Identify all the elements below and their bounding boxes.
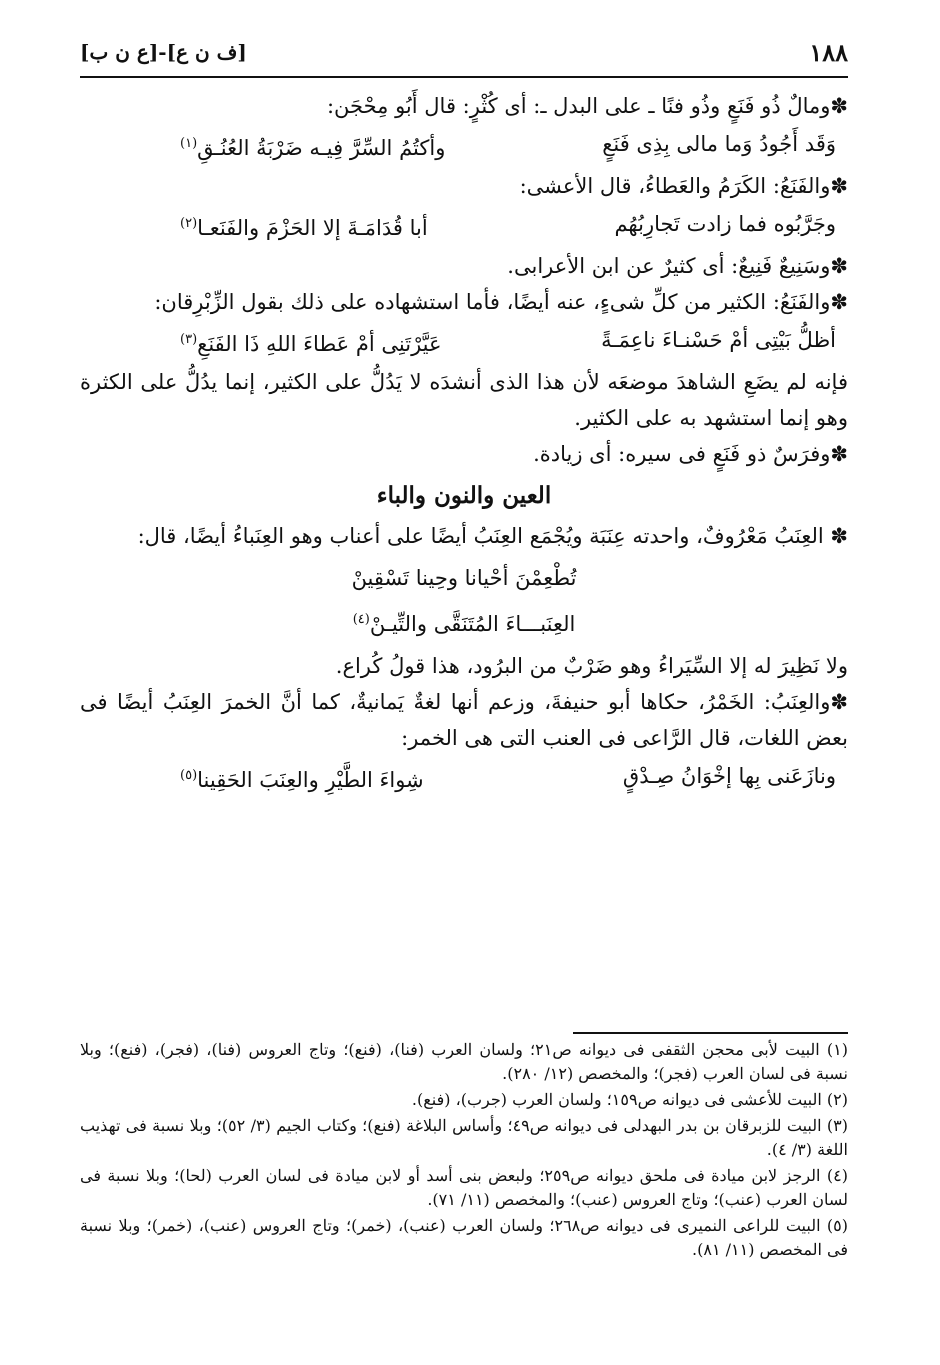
page-number: ١٨٨: [809, 38, 848, 67]
paragraph-3: ✽وسَنِيعٌ فَنِيعٌ: أى كثيرٌ عن ابن الأعرابى.: [507, 254, 848, 278]
section-title: العين والنون والباء: [376, 482, 552, 509]
paragraph-5: فإنه لم يضَعِ الشاهدَ موضعَه لأن هذا الذى أنشدَه لا يَدُلُّ على الكثير، إنما يدُلُّ على الكثرة وهو إنما استشهد به على الكثير.: [80, 370, 848, 430]
page-header: [80, 38, 848, 68]
verse-4-first-hemistich: ونازَعَنى بِها إخْوَانُ صِـدْقٍ: [622, 764, 836, 788]
paragraph-8: ولا نَظِيرَ له إلا السِّيَراءُ وهو ضَرْبٌ من البرُود، هذا قولُ كُراع.: [335, 654, 848, 678]
main-text: [80, 88, 848, 800]
verse-4-second-hemistich: شِواءَ الطَّيْرِ والعِنَبَ الحَقِينا$^{(٥)}$: [180, 768, 424, 792]
paragraph-1: ✽ومالٌ ذُو فَنَعٍ وذُو فنًا ـ على البدل ـ: أى كُثْرٍ: قال أَبُو مِحْجَن:: [326, 94, 848, 118]
footnote-ref-5[interactable]: (٥): [180, 768, 198, 783]
paragraph-4: ✽والفَنَعُ: الكثير من كلِّ شىءٍ، عنه أيضًا، فأما استشهاده على ذلك بقول الزِّبْرِقان:: [154, 290, 848, 314]
paragraph-6: ✽وفرَسٌ ذو فَنَعٍ فى سيره: أى زيادة.: [533, 442, 848, 466]
footnote-5: (٥) البيت للراعى النميرى فى ديوانه ص٢٦٨؛ ولسان العرب (عنب)، (خمر)؛ وتاج العروس (عنب)، (خمر)؛ وبلا نسبة فى المخصص (١١/ ٨١).: [80, 1216, 848, 1259]
verse-1-second-hemistich: وأكتُمُ السِّرَّ فِيـه ضَرْبَةُ العُنُـقِ$^{(١)}$: [180, 136, 446, 160]
footnote-2: (٢) البيت للأعشى فى ديوانه ص١٥٩؛ ولسان العرب (جرب)، (فنع).: [411, 1090, 848, 1109]
rajaz-line-1: تُطْعِمْنَ أحْيانا وحِينا تَسْقِينْ: [351, 566, 577, 590]
verse-1: [80, 126, 848, 166]
footnotes: [80, 1038, 848, 1264]
paragraph-2: ✽والفَنَعُ: الكَرَمُ والعَطاءُ، قال الأعشى:: [519, 174, 848, 198]
running-head: [ف ن ع]-[ع ن ب]: [80, 40, 247, 64]
verse-2-second-hemistich: أبا قُدَامَـةَ إلا الحَزْمَ والفَنَعـا$^{(٢)}$: [180, 216, 428, 240]
footnote-4: (٤) الرجز لابن ميادة فى ملحق ديوانه ص٢٥٩؛ ولبعض بنى أسد أو لابن ميادة فى لسان العرب (لحا)؛ وبلا نسبة فى لسان العرب (عنب)؛ وتاج العروس (عنب)؛ والمخصص (١١/ ٧١).: [80, 1166, 848, 1209]
verse-3: [80, 322, 848, 362]
verse-4: [80, 758, 848, 798]
footnote-ref-3[interactable]: (٣): [180, 332, 198, 347]
verse-3-first-hemistich: أظلُّ بَيْتِى أمْ حَسْنـاءَ ناعِمَـةً: [601, 328, 836, 352]
verse-2-first-hemistich: وجَرَّبُوه فما زادت تَجارِبُهُم: [614, 212, 836, 236]
footnote-rule: [573, 1032, 848, 1034]
verse-2: [80, 206, 848, 246]
rajaz-line-2: العِنَبـــاءَ المُتَنَقَّى والتِّيـنْ$^{(٤)}$: [352, 612, 576, 636]
paragraph-9: ✽والعِنَبُ: الخَمْرُ، حكاها أبو حنيفةَ، وزعم أنها لغةٌ يَمانيةٌ، كما أنَّ الخمرَ العِنَبُ أيضًا فى بعض اللغات، قال الرَّاعى فى العنب التى هى الخمر:: [80, 690, 848, 750]
footnote-ref-2[interactable]: (٢): [180, 216, 198, 231]
footnote-1: (١) البيت لأبى محجن الثقفى فى ديوانه ص٢١؛ ولسان العرب (فنا)، (فنع)؛ وتاج العروس (فنا)، (فجر)، (فنع)؛ وبلا نسبة فى لسان العرب (فجر)؛ والمخصص (١٢/ ٢٨٠).: [80, 1040, 849, 1083]
footnote-ref-4[interactable]: (٤): [352, 612, 370, 627]
verse-3-second-hemistich: عَيَّرْتَنِى أمْ عَطاءَ اللهِ ذَا الفَنَعِ$^{(٣)}$: [180, 332, 442, 356]
header-rule: [80, 76, 848, 78]
paragraph-7: ✽ العِنَبُ مَعْرُوفٌ، واحدته عِنَبَة ويُجْمَع العِنَبُ أيضًا على أعناب وهو العِنَباءُ أيضًا، قال:: [137, 524, 848, 548]
verse-1-first-hemistich: وَقَد أَجُودُ وَما مالى بِذِى فَنَعٍ: [602, 132, 836, 156]
footnote-3: (٣) البيت للزبرقان بن بدر البهدلى فى ديوانه ص٤٩؛ وأساس البلاغة (فنع)؛ وكتاب الجيم (٣/ ٥٢)؛ وبلا نسبة فى تهذيب اللغة (٣/ ٤).: [80, 1116, 849, 1159]
footnote-ref-1[interactable]: (١): [180, 136, 198, 151]
